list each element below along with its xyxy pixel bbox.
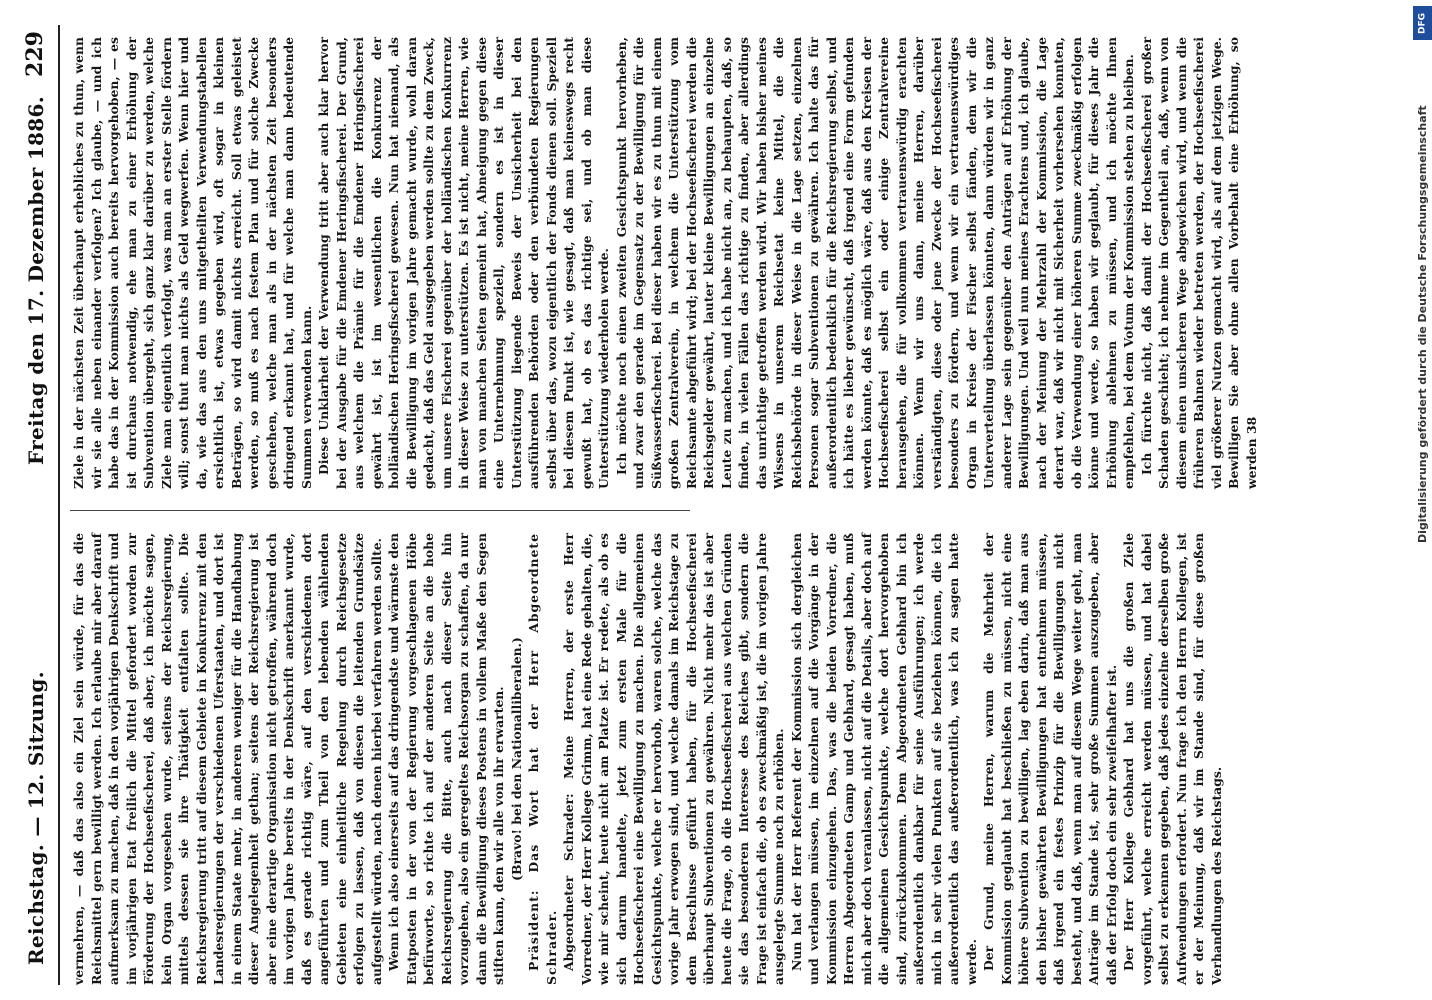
- president-line: Präsident: Das Wort hat der Herr Abgeordnete Schrader.: [526, 533, 559, 985]
- paragraph: Ich fürchte nicht, daß damit der Hochseefischerei großer Schaden geschieht; ich nehme im Gegentheil an, daß, wenn von diesem einen unsicheren Wege abgewichen wird, und wenn die früheren Bahnen wieder betreten werden, der Hochseefischerei viel größerer Nutzen gemacht wird, als auf dem jetzigen Wege. Bewilligen Sie aber ohne allen Vorbehalt eine Erhöhung, so werden 38: [1138, 37, 1259, 489]
- funding-notice: Digitalisierung gefördert durch die Deutsche Forschungsgemeinschaft: [1416, 105, 1429, 543]
- right-column: [70, 37, 1260, 489]
- paragraph: Abgeordneter Schrader: Meine Herren, der erste Herr Vorredner, der Herr Kollege Grimm, hat eine Rede gehalten, die, wie mir scheint, heute nicht am Platze ist. Er redete, als ob es sich darum handelte, jetzt zum ersten Male für die Hochseefischerei eine Bewilligung zu machen. Die allgemeinen Gesichtspunkte, welche er hervorhob, waren solche, welche das vorige Jahr erwogen sind, und welche damals im Reichstage zu dem Beschlusse geführt haben, für die Hochseefischerei überhaupt Subventionen zu gewähren. Nicht mehr das ist aber heute die Frage, ob die Hochseefischerei aus welchen Gründen sie das besonderen Interesse des Reiches gibt, sondern die Frage ist einfach die, ob es zweckmäßig ist, die im vorigen Jahre ausgelegte Summe noch zu erhöhen.: [561, 533, 786, 985]
- paragraph: Der Herr Kollege Gebhard hat uns die großen Ziele vorgeführt, welche erreicht werden müssen, und hat dabei selbst zu erkennen gegeben, daß jedes einzelne derselben große Aufwendungen erfordert. Nun frage ich den Herrn Kollegen, ist er der Meinung, daß wir im Stande sind, für diese großen Verhandlungen des Reichstags.: [1121, 533, 1224, 985]
- paragraph: vermehren, — daß das also ein Ziel sein würde, für das die Reichsmittel gern bewilligt werden. Ich erlaube mir aber darauf aufmerksam zu machen, daß in den vorjährigen Denkschrift und im vorjährigen Etat freilich die Mittel gefordert worden zur Förderung der Hochseefischerei, daß aber, ich möchte sagen, kein Organ vorgesehen wurde, seitens der Reichsregierung, mittels dessen sie ihre Thätigkeit entfalten sollte. Die Reichsregierung tritt auf diesem Gebiete in Konkurrenz mit den Landesregierungen der verschiedenen Uferstaaten, und dort ist in einem Staate mehr, in anderen weniger für die Handhabung dieser Angelegenheit gethan; seitens der Reichsregierung ist aber eine derartige Organisation nicht getroffen, während doch im vorigen Jahre bereits in der Denkschrift anerkannt wurde, daß es gerade richtig wäre, auf den verschiedenen dort angeführten und zum Theil von den lebenden wählenden Gebieten eine einheitliche Regelung durch Reichsgesetze erfolgen zu lassen, daß von diesen die leitenden Grundsätze aufgestellt würden, nach denen hierbei verfahren werden sollte.: [71, 533, 384, 985]
- column-divider: [70, 510, 690, 511]
- dfg-logo-badge: DFG: [1413, 6, 1432, 40]
- header-date: Freitag den 17. Dezember 1886.: [24, 96, 48, 465]
- document-page: [18, 25, 1418, 985]
- paragraph: Diese Unklarheit der Verwendung tritt aber auch klar hervor bei der Ausgabe für die Emdener Heringsfischerei. Der Grund, aus welchem die Prämie für die Emdener Heringsfischerei gewährt ist, ist im wesentlichen die Konkurrenz der holländischen Heringsfischerei gewesen. Nun hat niemand, als die Bewilligung im vorigen Jahre gemacht wurde, wohl daran gedacht, daß das Geld ausgegeben werden sollte zu dem Zweck, um unsere Fischerei gegenüber der holländischen Konkurrenz in dieser Weise zu unterstützen. Es ist nicht, meine Herren, wie man von manchen Seiten gemeint hat, Abneigung gegen diese eine Unternehmung speziell, sondern es ist in dieser Unterstützung liegende Beweis der Unsicherheit bei den ausführenden Behörden oder den verbündeten Regierungen selbst über das, wozu eigentlich der Fonds dienen soll. Speziell bei diesem Punkt ist, wie gesagt, daß man keineswegs recht gewußt hat, ob es das richtige sei, und ob man diese Unterstützung wiederholen werde.: [316, 37, 611, 489]
- paragraph: Nun hat der Herr Referent der Kommission sich dergleichen und verlangen müssen, im einzelnen auf die Vorgänge in der Kommission einzugehen. Das, was die beiden Vorredner, die Herren Abgeordneten Gamp und Gebhard, gesagt haben, muß mich aber doch veranlassen, nicht auf die Details, aber doch auf die allgemeinen Gesichtspunkte, welche dort hervorgehoben sind, zurückzukommen. Dem Abgeordneten Gebhard bin ich außerordentlich dankbar für seine Ausführungen; ich werde mich in sehr vielen Punkten auf sie beziehen können, die ich außerordentlich das außerordentlich, was ich zu sagen hatte werde.: [788, 533, 979, 985]
- paragraph: Ich möchte noch einen zweiten Gesichtspunkt hervorheben, und zwar den gerade im Gegensatz zu der Bewilligung für die Süßwasserfischerei. Bei dieser haben wir es zu thun mit einem großen Zentralverein, in welchem die Unterstützung vom Reichsamte abgeführt wird; bei der Hochseefischerei werden die Reichsgelder gewährt, lauter kleine Bewilligungen an einzelne Leute zu machen, und ich habe nicht an, zu behaupten, daß, so finden, in vielen Fällen das richtige zu finden, aber allerdings das unrichtige getroffen werden wird. Wir haben bisher meines Wissens in unserem Reichsetat keine Mittel, die die Reichsbehörde in dieser Weise in die Lage setzen, einzelnen Personen sogar Subventionen zu gewähren. Ich halte das für außerordentlich bedenklich für die Reichsregierung selbst, und ich hätte es lieber gewünscht, daß irgend eine Form gefunden werden könnte, daß es möglich wäre, daß aus den Kreisen der Hochseefischerei selbst ein oder einige Zentralvereine herausgehen, die für vollkommen vertrauenswürdig erachten können. Wenn wir uns dann, meine Herren, darüber verständigten, diese oder jene Zwecke der Hochseefischerei besonders zu fördern, und wenn wir ein vertrauenswürdiges Organ in Kreise der Fischer selbst fänden, dem wir die Unterverteilung überlassen könnten, dann würden wir in ganz anderer Lage sein gegenüber den Anträgen auf Erhöhung der Bewilligungen. Und weil nun meines Erachtens und, ich glaube, nach der Meinung der Mehrzahl der Kommission, die Lage derart war, daß wir nicht mit Sicherheit vorhersehen konnten, ob die Verwendung einer höheren Summe zweckmäßig erfolgen könne und werde, so haben wir geglaubt, für dieses Jahr die Erhöhung ablehnen zu müssen, und ich möchte Ihnen empfehlen, bei dem Votum der Kommission stehen zu bleiben.: [613, 37, 1136, 489]
- page-header: [18, 25, 64, 985]
- header-left-title: Reichstag. — 12. Sitzung.: [24, 671, 48, 965]
- paragraph: Ziele in der nächsten Zeit überhaupt erhebliches zu thun, wenn wir sie alle neben einander verfolgen? Ich glaube, — und ich habe das in der Kommission auch bereits hervorgehoben, — es ist durchaus notwendig, ehe man zu einer Erhöhung der Subvention übergeht, sich ganz klar darüber zu werden, welche Ziele man eigentlich verfolgt, was man an erster Stelle fördern will; sonst thut man nichts als Geld wegwerfen. Wenn hier und da, wie das aus den uns mitgetheilten Verwendungstabellen ersichtlich ist, etwas gegeben wird, oft sogar in kleinen Beträgen, so wird damit nichts erreicht. Soll etwas geleistet werden, so muß es nach festem Plan und für solche Zwecke geschehen, welche man als in der nächsten Zeit besonders dringend erkannt hat, und für welche man dann bedeutende Summen verwenden kann.: [71, 37, 314, 489]
- page-number: 229: [22, 31, 48, 77]
- applause-note: (Bravo! bei den Nationalliberalen.): [508, 637, 524, 881]
- left-column: [70, 533, 1225, 985]
- paragraph: Der Grund, meine Herren, warum die Mehrheit der Kommission geglaubt hat beschließen zu müssen, nicht eine höhere Subvention zu bewilligen, lag eben darin, daß man aus den bisher gewährten Bewilligungen hat entnehmen müssen, daß irgend ein festes Prinzip für die Bewilligungen nicht besteht, und daß, wenn man auf diesem Wege weiter geht, man Anträge im Stande ist, sehr große Summen auszugeben, aber daß der Erfolg doch ein sehr zweifelhafter ist.: [981, 533, 1119, 985]
- paragraph: Wenn ich also einerseits auf das dringendste und wärmste den Etatposten in der von der Regierung vorgeschlagenen Höhe befürworte, so richte ich auf der anderen Seite an die hohe Reichsregierung die Bitte, auch nach dieser Seite hin vorzugehen, also ein geregeltes Reichsorgan zu schaffen, da nur dann die Bewilligung dieses Postens in vollem Maße den Segen stiften kann, den wir alle von ihr erwarten.: [386, 533, 506, 985]
- header-rule: [58, 25, 60, 985]
